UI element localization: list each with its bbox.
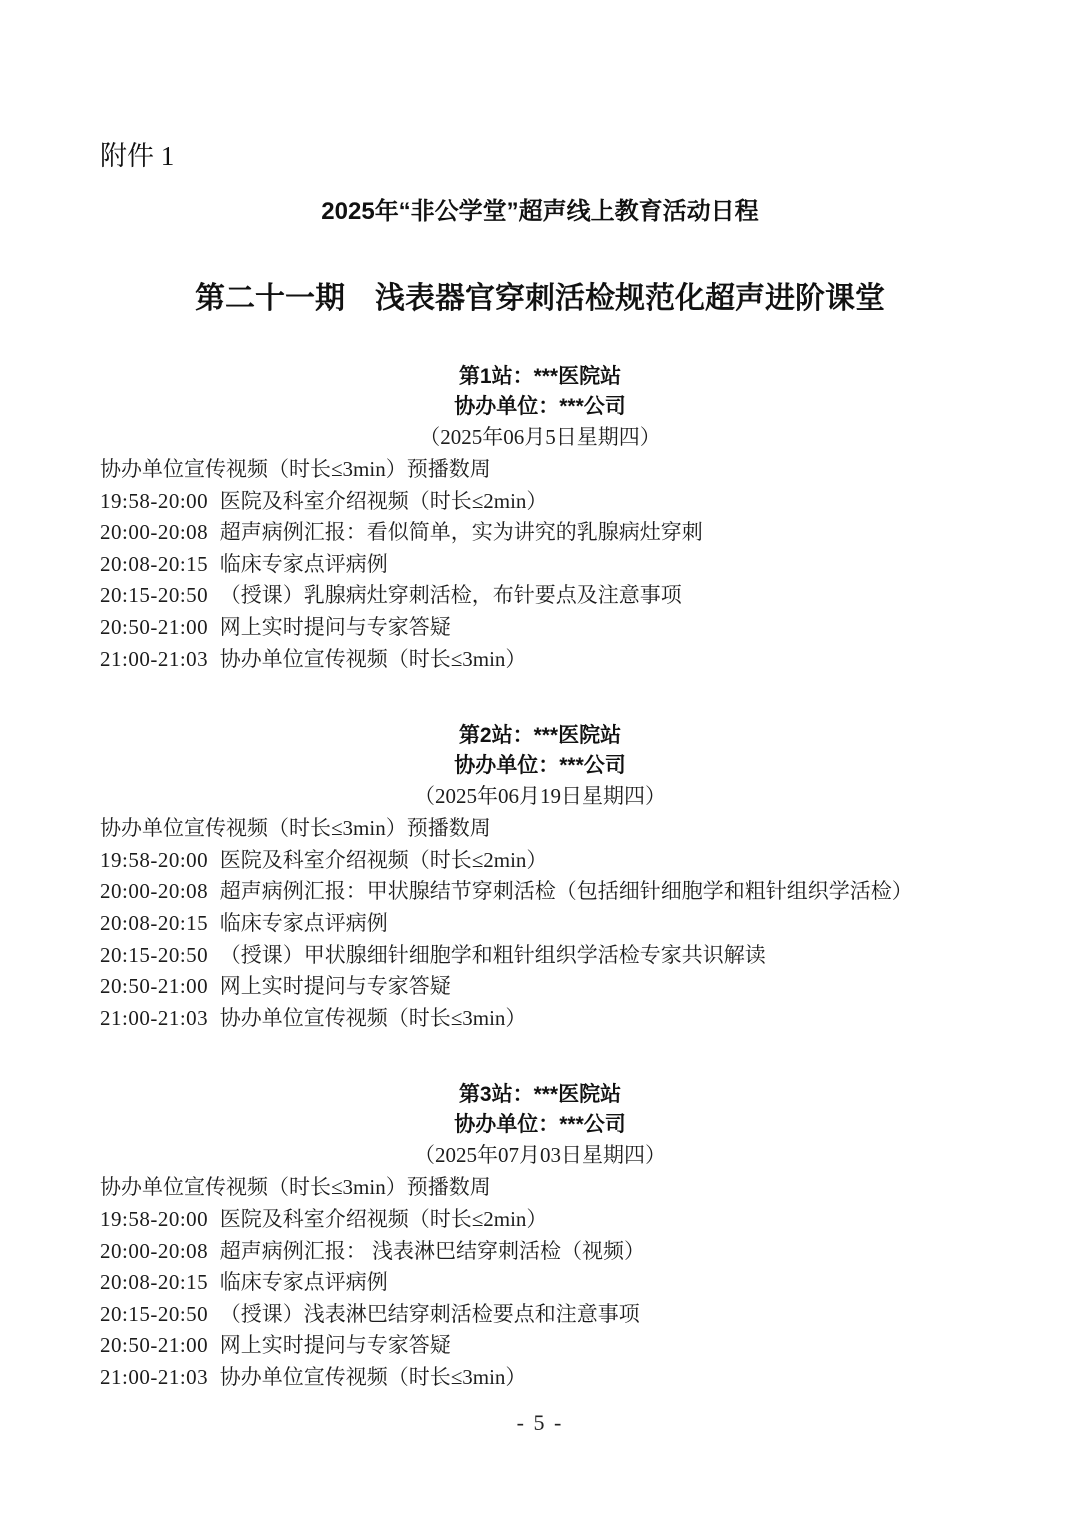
activity-text: 网上实时提问与专家答疑 <box>219 614 451 639</box>
document-title: 2025年“非公学堂”超声线上教育活动日程 <box>321 198 759 225</box>
activity-text: 网上实时提问与专家答疑 <box>219 1333 451 1358</box>
organizer-line: 协办单位：***公司 <box>454 395 626 418</box>
schedule-row <box>100 876 980 908</box>
schedule-row <box>100 549 980 581</box>
activity-text: 超声病例汇报： 浅表淋巴结穿刺活检（视频） <box>219 1238 645 1263</box>
organizer-line: 协办单位：***公司 <box>454 754 626 778</box>
time-range: 20:15-20:50 <box>100 942 209 967</box>
activity-text: 超声病例汇报：甲状腺结节穿刺活检（包括细针细胞学和粗针组织学活检） <box>219 879 913 904</box>
time-range: 19:58-20:00 <box>100 847 209 872</box>
time-range: 21:00-21:03 <box>100 1364 209 1389</box>
station-title: 第1站：***医院站 <box>458 365 622 388</box>
activity-text: 临床专家点评病例 <box>219 910 388 935</box>
schedule-row <box>100 908 980 940</box>
schedule-row <box>100 813 980 845</box>
organizer-line: 协办单位：***公司 <box>454 1113 626 1137</box>
time-range: 20:08-20:15 <box>100 910 209 935</box>
session-block-2 <box>100 721 980 1034</box>
time-range: 20:08-20:15 <box>100 1270 209 1295</box>
time-range: 19:58-20:00 <box>100 488 209 513</box>
activity-text: 协办单位宣传视频（时长≤3min）预播数周 <box>100 816 491 841</box>
schedule-row <box>100 1204 980 1236</box>
activity-text: 协办单位宣传视频（时长≤3min） <box>219 1005 527 1030</box>
activity-text: 协办单位宣传视频（时长≤3min）预播数周 <box>100 1175 491 1200</box>
time-range: 21:00-21:03 <box>100 646 209 671</box>
schedule-row <box>100 1362 980 1394</box>
schedule-row <box>100 580 980 612</box>
schedule-row <box>100 1236 980 1268</box>
activity-text: 医院及科室介绍视频（时长≤2min） <box>219 847 548 872</box>
session-date: （2025年06月19日星期四） <box>414 784 666 809</box>
activity-text: 网上实时提问与专家答疑 <box>219 974 451 999</box>
page-number: - 5 - <box>516 1410 564 1435</box>
activity-text: 医院及科室介绍视频（时长≤2min） <box>219 488 548 513</box>
activity-text: （授课）甲状腺细针细胞学和粗针组织学活检专家共识解读 <box>219 942 766 967</box>
time-range: 20:00-20:08 <box>100 1238 209 1263</box>
schedule-row <box>100 517 980 549</box>
schedule-row <box>100 1267 980 1299</box>
activity-text: 协办单位宣传视频（时长≤3min） <box>219 646 527 671</box>
schedule-row <box>100 644 980 676</box>
time-range: 20:50-21:00 <box>100 974 209 999</box>
schedule-row <box>100 971 980 1003</box>
time-range: 20:50-21:00 <box>100 1333 209 1358</box>
time-range: 20:50-21:00 <box>100 614 209 639</box>
session-block-3 <box>100 1080 980 1393</box>
time-range: 19:58-20:00 <box>100 1206 209 1231</box>
activity-text: 临床专家点评病例 <box>219 551 388 576</box>
schedule-row <box>100 1003 980 1035</box>
time-range: 21:00-21:03 <box>100 1005 209 1030</box>
schedule-list <box>100 1172 980 1393</box>
schedule-row <box>100 1330 980 1362</box>
time-range: 20:15-20:50 <box>100 583 209 608</box>
activity-text: 协办单位宣传视频（时长≤3min）预播数周 <box>100 457 491 481</box>
activity-text: 医院及科室介绍视频（时长≤2min） <box>219 1206 548 1231</box>
time-range: 20:15-20:50 <box>100 1301 209 1326</box>
schedule-row <box>100 1299 980 1331</box>
schedule-row <box>100 486 980 518</box>
document-subtitle: 第二十一期 浅表器官穿刺活检规范化超声进阶课堂 <box>195 282 885 315</box>
session-block-1 <box>100 362 980 675</box>
schedule-row <box>100 845 980 877</box>
schedule-row <box>100 454 980 486</box>
activity-text: 超声病例汇报：看似简单，实为讲究的乳腺病灶穿刺 <box>219 520 703 545</box>
time-range: 20:00-20:08 <box>100 879 209 904</box>
time-range: 20:08-20:15 <box>100 551 209 576</box>
schedule-list <box>100 454 980 675</box>
station-title: 第2站：***医院站 <box>458 724 622 748</box>
activity-text: （授课）浅表淋巴结穿刺活检要点和注意事项 <box>219 1301 640 1326</box>
schedule-row <box>100 940 980 972</box>
attachment-label: 附件 1 <box>100 141 175 171</box>
schedule-list <box>100 813 980 1034</box>
time-range: 20:00-20:08 <box>100 520 209 545</box>
schedule-row <box>100 1172 980 1204</box>
session-date: （2025年06月5日星期四） <box>419 425 661 449</box>
schedule-row <box>100 612 980 644</box>
activity-text: 协办单位宣传视频（时长≤3min） <box>219 1364 527 1389</box>
activity-text: 临床专家点评病例 <box>219 1270 388 1295</box>
session-date: （2025年07月03日星期四） <box>414 1143 666 1168</box>
station-title: 第3站：***医院站 <box>458 1083 622 1107</box>
activity-text: （授课）乳腺病灶穿刺活检，布针要点及注意事项 <box>219 583 682 608</box>
